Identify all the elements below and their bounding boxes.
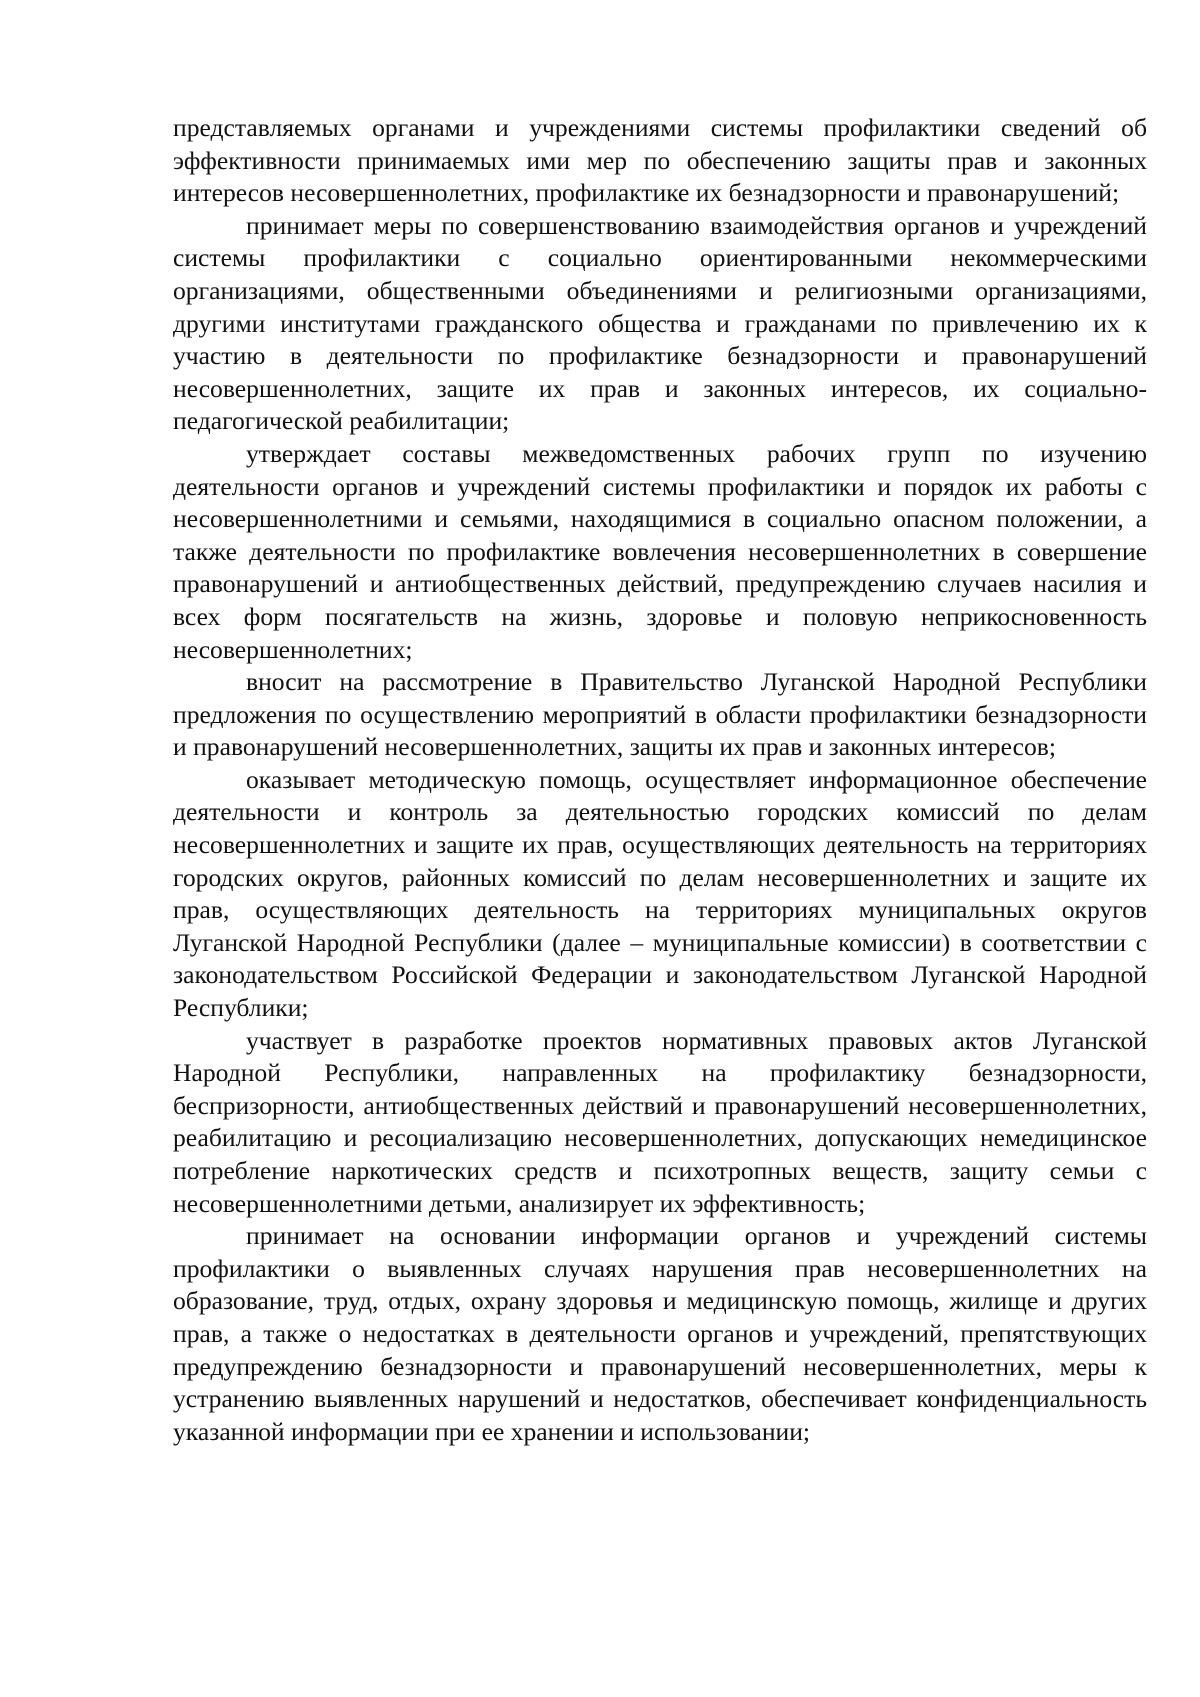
paragraph-rights-violations-measures: принимает на основании информации органов и учреждений системы профилактики о выявленных случаях нарушения прав несовершеннолетних на образование, труд, отдых, охрану здоровья и медицинскую помощь, жилище и других прав, а также о недостатках в деятельности органов и учреждений, препятствующих предупреждению безнадзорности и правонарушений несовершеннолетних, меры к устранению выявленных нарушений и недостатков, обеспечивает конфиденциальность указанной информации при ее хранении и использовании; bbox=[173, 1221, 1147, 1446]
document-body bbox=[173, 112, 1147, 1448]
paragraph-proposals-to-government: вносит на рассмотрение в Правительство Луганской Народной Республики предложения по осуществлению мероприятий в области профилактики безнадзорности и правонарушений несовершеннолетних, защиты их прав и законных интересов; bbox=[173, 667, 1147, 762]
paragraph-continuation: представляемых органами и учреждениями системы профилактики сведений об эффективности принимаемых ими мер по обеспечению защиты прав и законных интересов несовершеннолетних, профилактике их безнадзорности и правонарушений; bbox=[173, 113, 1147, 208]
paragraph-interaction-improvement: принимает меры по совершенствованию взаимодействия органов и учреждений системы профилактики с социально ориентированными некоммерческими организациями, общественными объединениями и религиозными организациями, другими институтами гражданского общества и гражданами по привлечению их к участию в деятельности по профилактике безнадзорности и правонарушений несовершеннолетних, защите их прав и законных интересов, их социально-педагогической реабилитации; bbox=[173, 210, 1147, 436]
paragraph-working-groups: утверждает составы межведомственных рабочих групп по изучению деятельности органов и учреждений системы профилактики и порядок их работы с несовершеннолетними и семьями, находящимися в социально опасном положении, а также деятельности по профилактике вовлечения несовершеннолетних в совершение правонарушений и антиобщественных действий, предупреждению случаев насилия и всех форм посягательств на жизнь, здоровье и половую неприкосновенность несовершеннолетних; bbox=[173, 438, 1147, 664]
paragraph-legal-acts-drafting: участвует в разработке проектов нормативных правовых актов Луганской Народной Республики, направленных на профилактику безнадзорности, беспризорности, антиобщественных действий и правонарушений несовершеннолетних, реабилитацию и ресоциализацию несовершеннолетних, допускающих немедицинское потребление наркотических средств и психотропных веществ, защиту семьи с несовершеннолетними детьми, анализирует их эффективность; bbox=[173, 1025, 1147, 1218]
paragraph-methodological-assistance: оказывает методическую помощь, осуществляет информационное обеспечение деятельности и контроль за деятельностью городских комиссий по делам несовершеннолетних и защите их прав, осуществляющих деятельность на территориях городских округов, районных комиссий по делам несовершеннолетних и защите их прав, осуществляющих деятельность на территориях муниципальных округов Луганской Народной Республики (далее – муниципальные комиссии) в соответствии с законодательством Российской Федерации и законодательством Луганской Народной Республики; bbox=[173, 764, 1147, 1023]
